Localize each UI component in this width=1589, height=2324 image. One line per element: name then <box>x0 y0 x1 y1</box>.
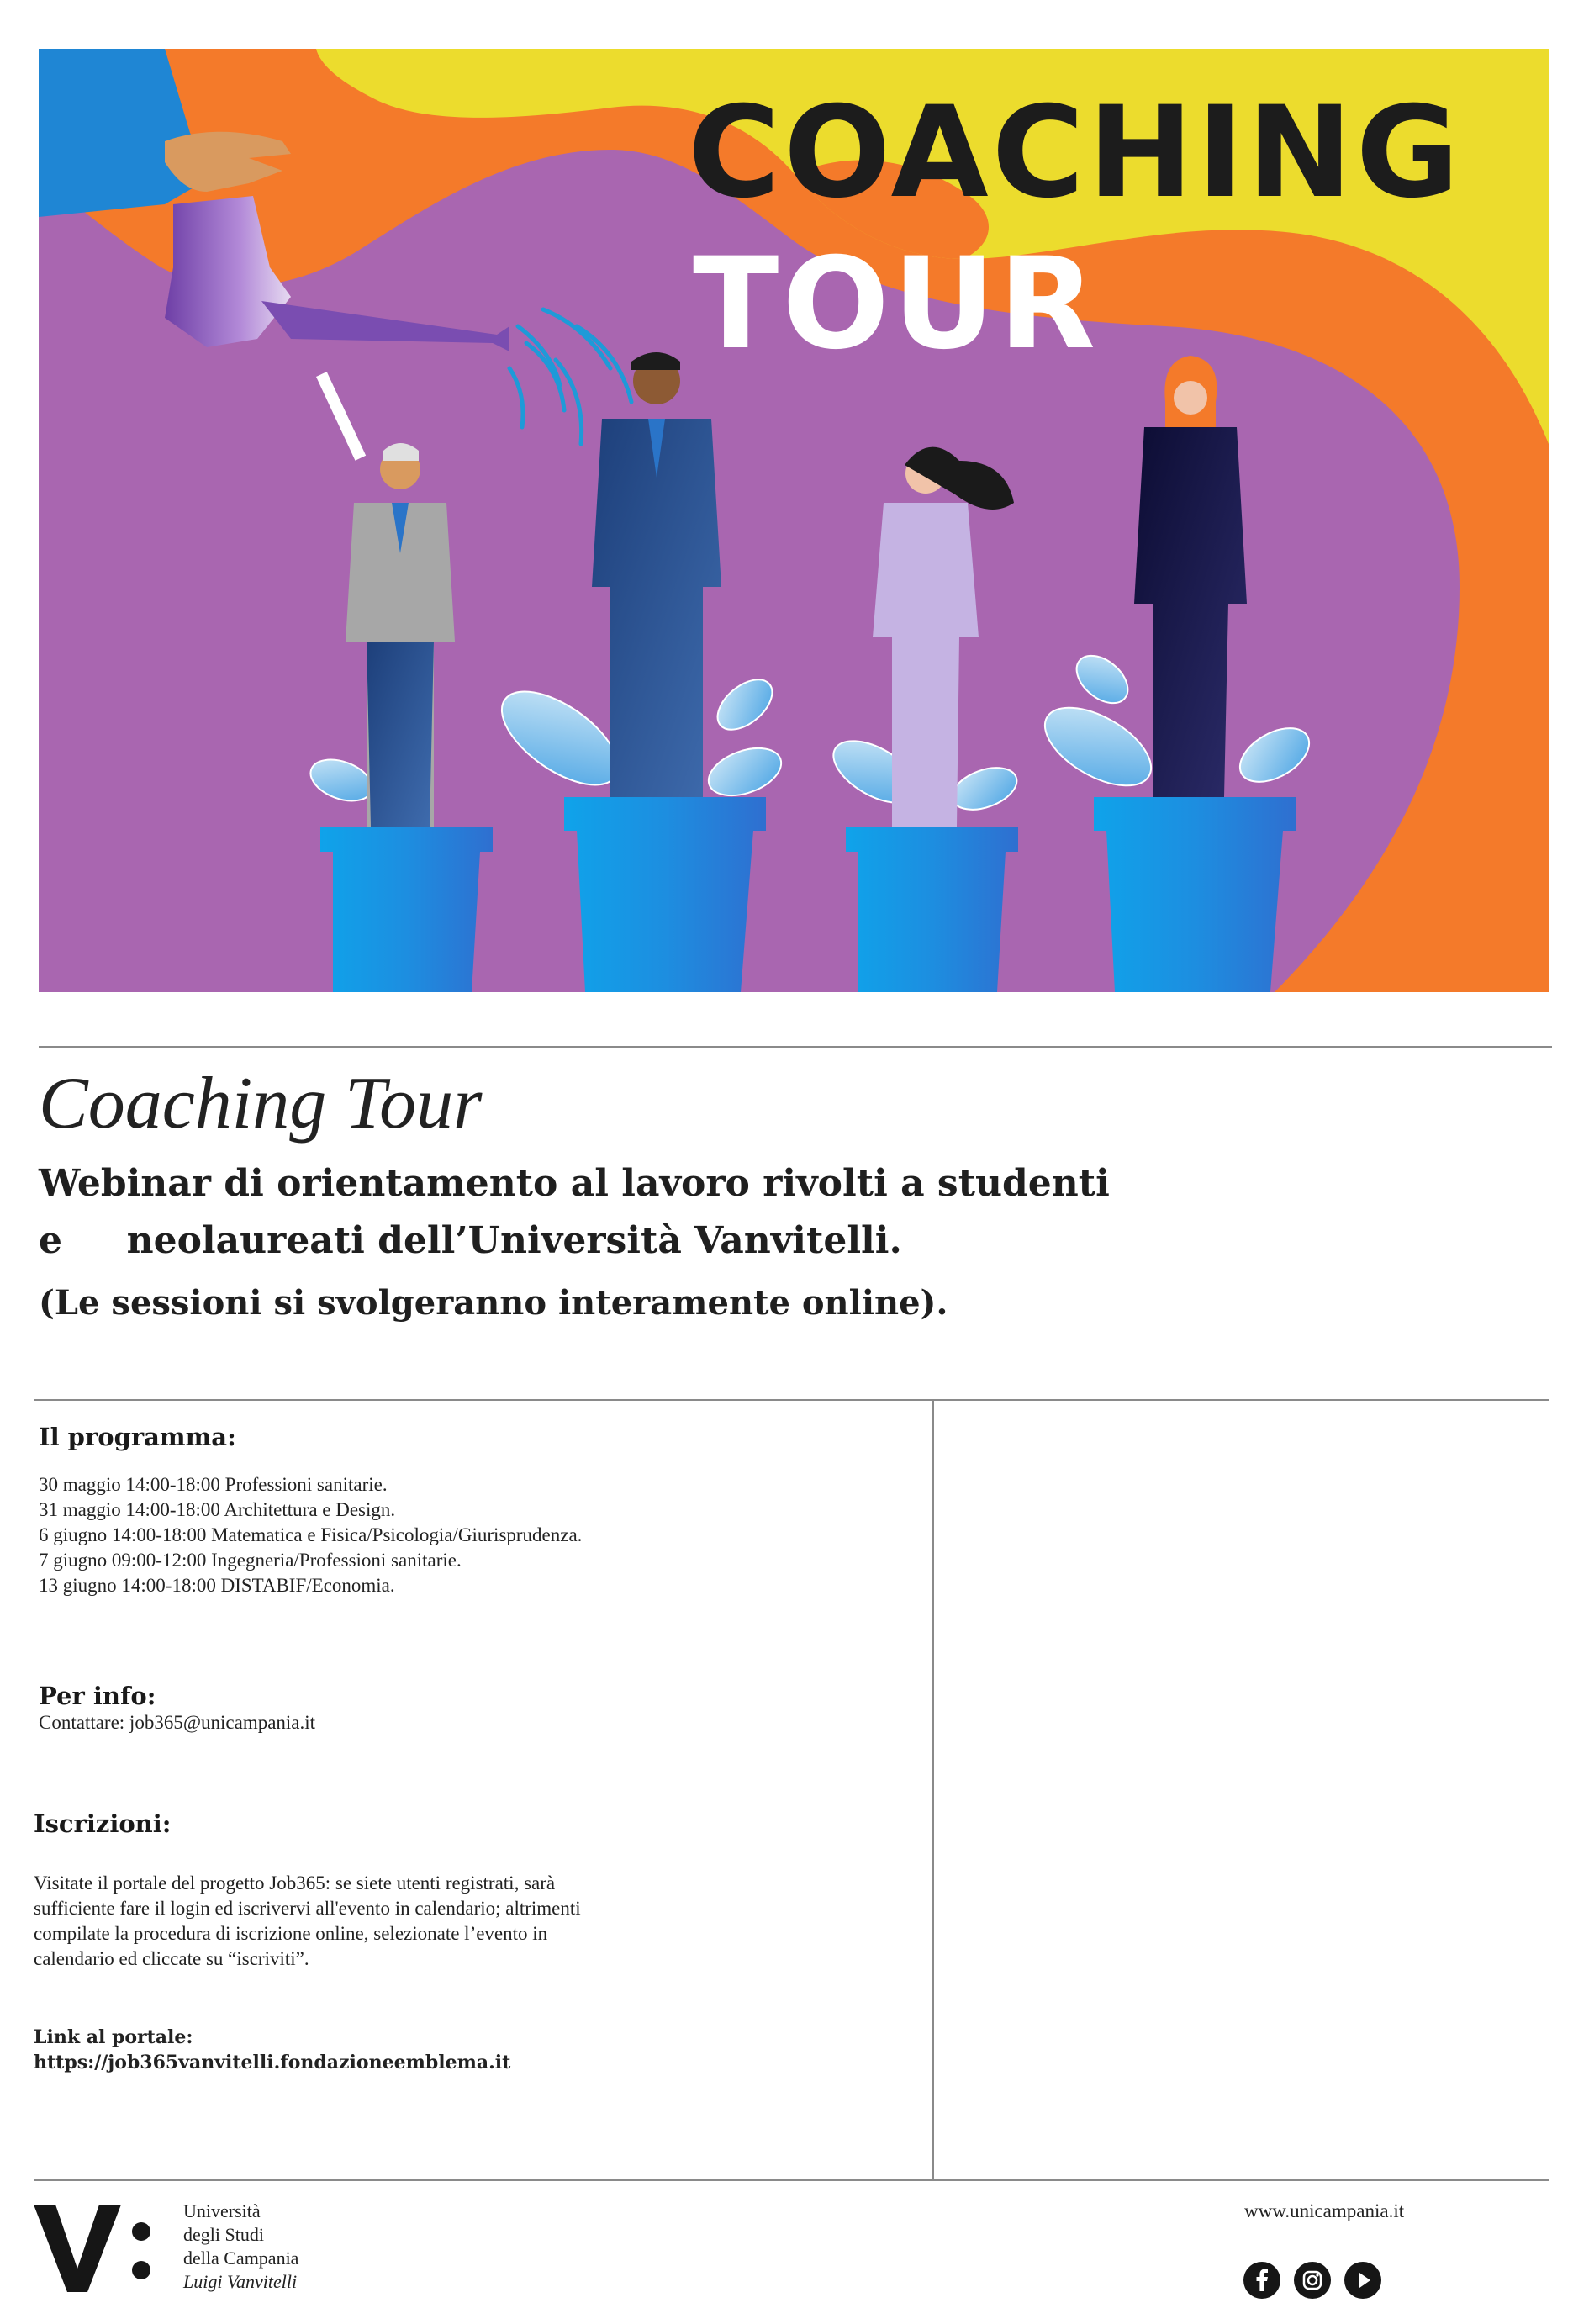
facebook-icon[interactable] <box>1243 2262 1280 2299</box>
program-heading: Il programma: <box>39 1423 236 1451</box>
program-item: 30 maggio 14:00-18:00 Professioni sanitarie. <box>39 1474 388 1495</box>
info-contact[interactable]: Contattare: job365@unicampania.it <box>39 1712 316 1733</box>
logo-text-line3: della Campania <box>183 2247 299 2269</box>
registration-body: Visitate il portale del progetto Job365: se siete utenti registrati, sarà sufficiente fare il login ed iscrivervi all'evento in calendario; altrimenti compilate la procedura di iscrizione online, selezionate l’evento in calendario ed cliccate su “iscriviti”. <box>34 1872 581 1969</box>
university-logo[interactable] <box>34 2201 160 2294</box>
top-divider <box>39 1046 1552 1048</box>
hero-title-line2: TOUR <box>693 231 1100 378</box>
program-item: 13 giugno 14:00-18:00 DISTABIF/Economia. <box>39 1575 395 1596</box>
portal-link[interactable]: https://job365vanvitelli.fondazioneemblema.it <box>34 2052 511 2073</box>
column-divider <box>932 1399 934 2179</box>
program-item: 7 giugno 09:00-12:00 Ingegneria/Professioni sanitarie. <box>39 1550 462 1571</box>
subtitle-line2: e neolaureati dell’Università Vanvitelli. <box>39 1219 902 1262</box>
program-item: 6 giugno 14:00-18:00 Matematica e Fisica/Psicologia/Giurisprudenza. <box>39 1524 583 1545</box>
logo-text-line2: degli Studi <box>183 2224 264 2245</box>
youtube-icon[interactable] <box>1344 2262 1381 2299</box>
content-divider-bottom <box>34 2179 1549 2181</box>
subtitle-line3: (Le sessioni si svolgeranno interamente online). <box>39 1283 948 1323</box>
hero-title-line1: COACHING <box>688 80 1463 226</box>
website-link[interactable]: www.unicampania.it <box>1244 2200 1405 2221</box>
logo-text-line4: Luigi Vanvitelli <box>183 2271 298 2292</box>
registration-heading: Iscrizioni: <box>34 1809 172 1838</box>
hero-illustration <box>39 49 1549 992</box>
program-item: 31 maggio 14:00-18:00 Architettura e Design. <box>39 1499 396 1520</box>
subtitle-line1: Webinar di orientamento al lavoro rivolti a studenti <box>39 1162 1110 1205</box>
content-divider-top <box>34 1399 1549 1401</box>
portal-link-label: Link al portale: <box>34 2026 193 2048</box>
instagram-icon[interactable] <box>1294 2262 1331 2299</box>
page-title: Coaching Tour <box>39 1063 483 1144</box>
info-heading: Per info: <box>39 1682 156 1710</box>
logo-text-line1: Università <box>183 2200 261 2221</box>
